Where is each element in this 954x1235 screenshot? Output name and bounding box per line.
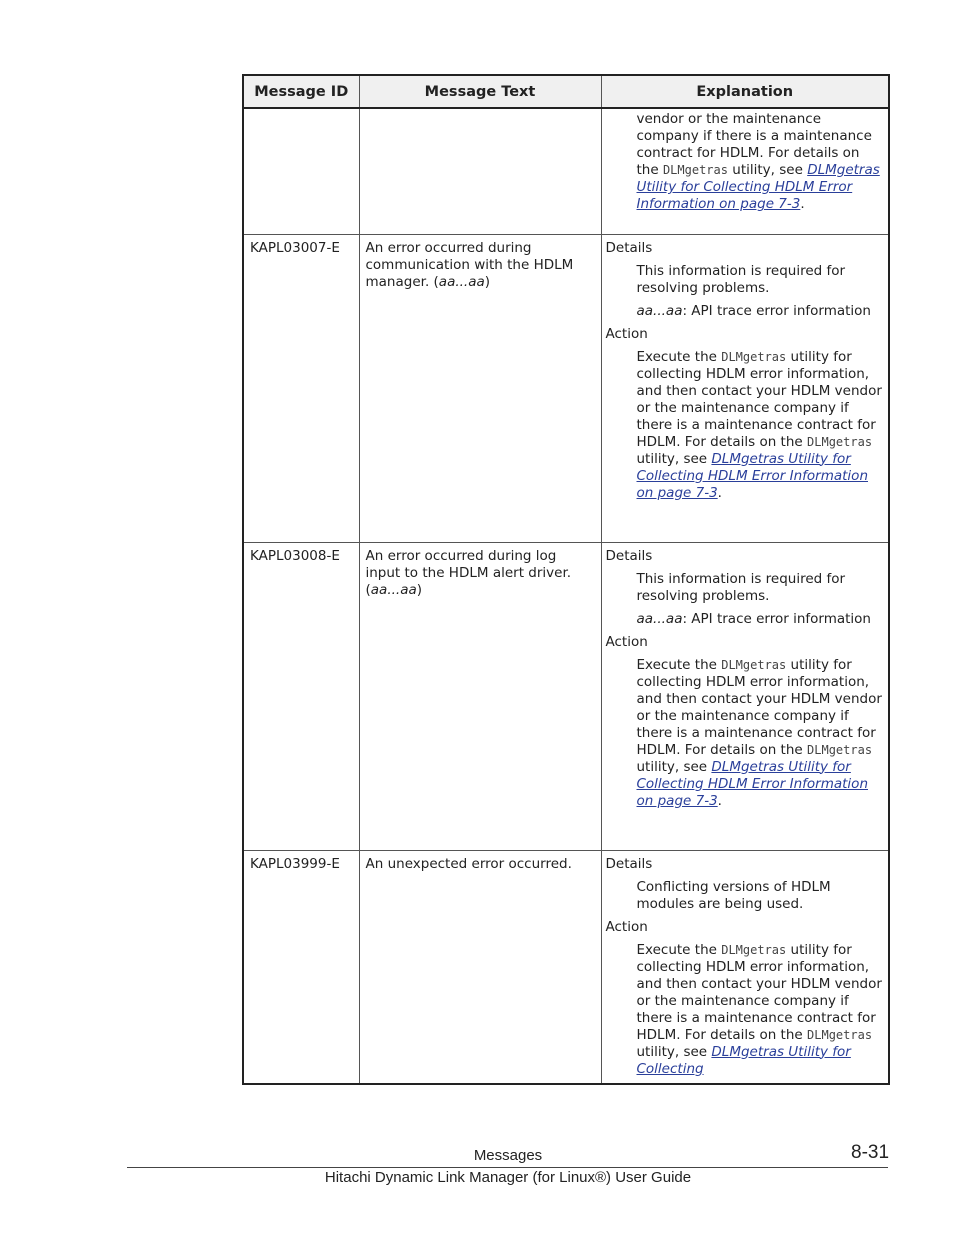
message-id: KAPL03007-E: [243, 234, 359, 542]
utility-name: DLMgetras: [807, 434, 873, 449]
action-text: Execute the DLMgetras utility for collecting HDLM error information, and then contact your HDLM vendor or the maintenance company if there is a maintenance contract for HDLM. For details on the DLMgetras utility, see DLMgetras Utility for Collecting: [636, 941, 882, 1077]
footer-book-title: Hitachi Dynamic Link Manager (for Linux®) User Guide: [324, 1169, 692, 1186]
table-header-row: [243, 75, 889, 108]
details-text: This information is required for resolving problems.: [636, 262, 846, 296]
table-row: [243, 234, 889, 542]
cell-explanation-continued: [601, 108, 889, 234]
message-explanation: [601, 234, 889, 542]
message-text: An error occurred during communication with the HDLM manager. (aa...aa): [359, 234, 601, 542]
link-dlmgetras[interactable]: DLMgetras Utility for Collecting: [636, 1043, 851, 1077]
action-heading: Action: [605, 325, 648, 342]
action-heading: Action: [605, 633, 648, 650]
header-explanation: Explanation: [601, 75, 889, 108]
message-explanation: [601, 542, 889, 850]
table-row-continuation: [243, 108, 889, 234]
page-number: 8-31: [851, 1142, 890, 1163]
details-text: This information is required for resolving problems.: [636, 570, 846, 604]
cell-id-empty: [243, 108, 359, 234]
utility-name: DLMgetras: [807, 1027, 873, 1042]
action-heading: Action: [605, 918, 648, 935]
link-dlmgetras[interactable]: DLMgetras Utility for Collecting HDLM Error Information on page 7-3: [636, 758, 868, 809]
header-message-id: Message ID: [243, 75, 359, 108]
messages-table: [242, 74, 890, 1085]
details-heading: Details: [605, 239, 653, 256]
message-id: KAPL03999-E: [243, 850, 359, 1084]
utility-name: DLMgetras: [721, 657, 787, 672]
utility-name: DLMgetras: [721, 942, 787, 957]
message-text: An error occurred during log input to the HDLM alert driver. (aa...aa): [359, 542, 601, 850]
action-text: Execute the DLMgetras utility for collecting HDLM error information, and then contact your HDLM vendor or the maintenance company if there is a maintenance contract for HDLM. For details on the DLMgetras utility, see DLMgetras Utility for Collecting HDLM Error Information on page 7-3.: [636, 656, 882, 809]
api-trace-text: aa...aa: API trace error information: [636, 302, 871, 319]
table-row: [243, 850, 889, 1084]
cell-text-empty: [359, 108, 601, 234]
details-heading: Details: [605, 547, 653, 564]
details-heading: Details: [605, 855, 653, 872]
utility-name: DLMgetras: [662, 163, 728, 177]
api-trace-text: aa...aa: API trace error information: [636, 610, 871, 627]
action-text: Execute the DLMgetras utility for collecting HDLM error information, and then contact your HDLM vendor or the maintenance company if there is a maintenance contract for HDLM. For details on the DLMgetras utility, see DLMgetras Utility for Collecting HDLM Error Information on page 7-3.: [636, 348, 882, 501]
message-text: An unexpected error occurred.: [359, 850, 601, 1084]
table-row: [243, 542, 889, 850]
utility-name: DLMgetras: [721, 349, 787, 364]
details-text: Conflicting versions of HDLM modules are being used.: [636, 878, 831, 912]
utility-name: DLMgetras: [807, 742, 873, 757]
link-dlmgetras[interactable]: DLMgetras Utility for Collecting HDLM Error Information on page 7-3: [636, 162, 880, 212]
continued-paragraph: vendor or the maintenance company if there is a maintenance contract for HDLM. For details on the DLMgetras utility, see DLMgetras Utility for Collecting HDLM Error Information on page 7-3.: [636, 111, 880, 212]
message-id: KAPL03008-E: [243, 542, 359, 850]
footer-section-title: Messages: [473, 1147, 543, 1164]
footer-divider: [127, 1167, 888, 1168]
message-explanation: [601, 850, 889, 1084]
link-dlmgetras[interactable]: DLMgetras Utility for Collecting HDLM Error Information on page 7-3: [636, 450, 868, 501]
header-message-text: Message Text: [359, 75, 601, 108]
